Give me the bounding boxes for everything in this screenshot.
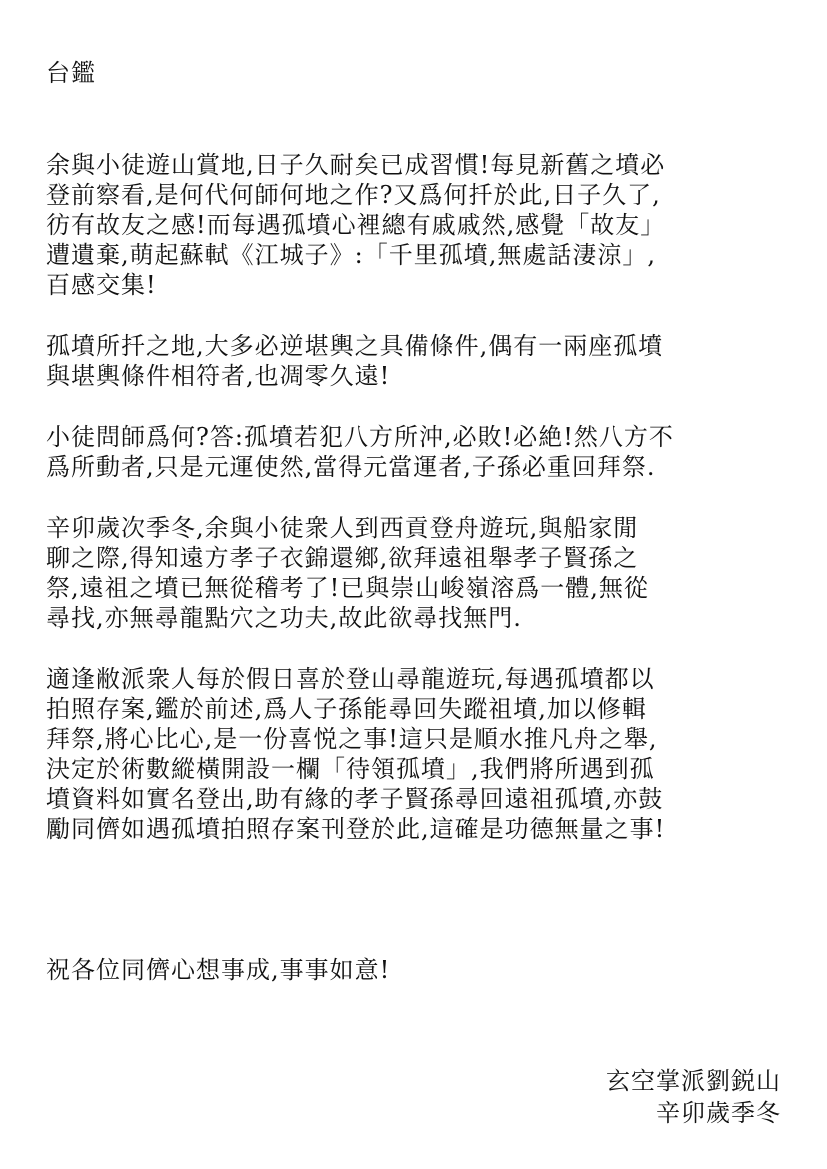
- paragraph-2: [46, 331, 786, 391]
- text-line: 勵同儕如遇孤墳拍照存案刊登於此,這確是功德無量之事!: [46, 815, 666, 843]
- text-line: 孤墳所扦之地,大多必逆堪輿之具備條件,偶有一兩座孤墳: [46, 332, 664, 360]
- text-line: 祭,遠祖之墳已無從稽考了!已與崇山峻嶺溶爲一體,無從: [46, 574, 649, 602]
- signature-date: 辛卯歲季冬: [656, 1099, 781, 1127]
- salutation: 台鑑: [46, 59, 96, 87]
- text-line: 遭遺棄,萌起蘇軾《江城子》:「千里孤墳,無處話淒涼」,: [46, 241, 656, 269]
- paragraph-1: [46, 150, 786, 300]
- signature-author: 玄空掌派劉鋭山: [606, 1067, 781, 1095]
- text-line: 辛卯歲次季冬,余與小徒衆人到西貢登舟遊玩,與船家閒: [46, 514, 639, 542]
- signature-block: [606, 1065, 781, 1129]
- text-line: 百感交集!: [46, 271, 157, 299]
- closing-wishes: 祝各位同儕心想事成,事事如意!: [46, 956, 391, 984]
- letter-body: [46, 150, 786, 875]
- text-line: 適逢敝派衆人每於假日喜於登山尋龍遊玩,每遇孤墳都以: [46, 665, 655, 693]
- text-line: 決定於術數縱橫開設一欄「待領孤墳」,我們將所遇到孤: [46, 755, 655, 783]
- text-line: 爲所動者,只是元運使然,當得元當運者,子孫必重回拜祭.: [46, 453, 656, 481]
- text-line: 登前察看,是何代何師何地之作?又爲何扦於此,日子久了,: [46, 181, 661, 209]
- text-line: 拍照存案,鑑於前述,爲人子孫能尋回失蹤祖墳,加以修輯: [46, 695, 647, 723]
- text-line: 聊之際,得知遠方孝子衣錦還鄉,欲拜遠祖舉孝子賢孫之: [46, 544, 639, 572]
- paragraph-3: [46, 422, 786, 482]
- text-line: 彷有故友之感!而每遇孤墳心裡總有戚戚然,感覺「故友」: [46, 211, 666, 239]
- paragraph-4: [46, 513, 786, 633]
- text-line: 與堪輿條件相符者,也凋零久遠!: [46, 362, 391, 390]
- paragraph-5: [46, 664, 786, 844]
- text-line: 余與小徒遊山賞地,日子久耐矣已成習慣!每見新舊之墳必: [46, 151, 666, 179]
- text-line: 墳資料如實名登出,助有緣的孝子賢孫尋回遠祖孤墳,亦鼓: [46, 785, 664, 813]
- text-line: 尋找,亦無尋龍點穴之功夫,故此欲尋找無門.: [46, 604, 522, 632]
- text-line: 拜祭,將心比心,是一份喜悦之事!這只是順水推凡舟之舉,: [46, 725, 658, 753]
- text-line: 小徒問師爲何?答:孤墳若犯八方所沖,必敗!必絶!然八方不: [46, 423, 674, 451]
